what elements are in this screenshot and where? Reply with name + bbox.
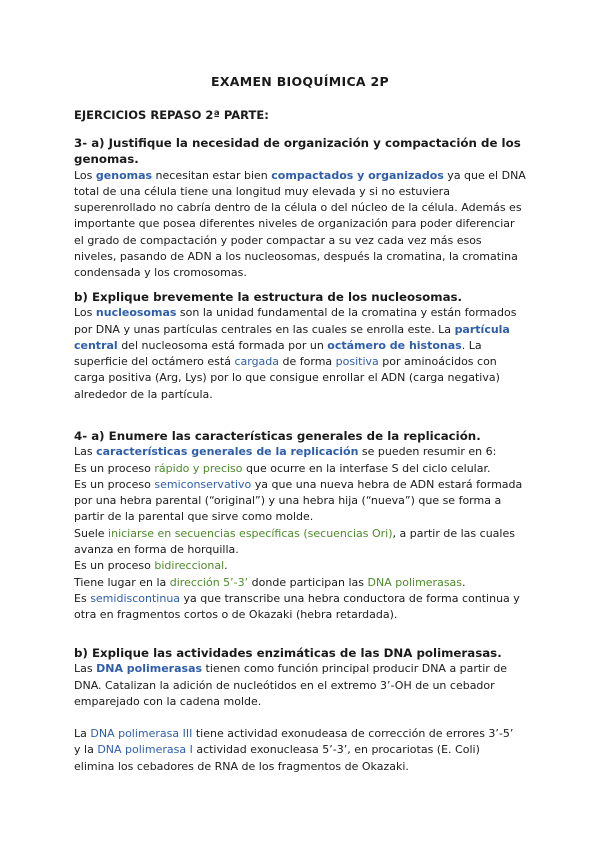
keyword-dna-polimerasas: DNA polimerasas [367,575,463,589]
question-4a-heading: 4- a) Enumere las características generales de la replicación. [74,429,481,443]
keyword-semiconservativo: semiconservativo [154,477,252,491]
answer-4b-line: emparejado con la cadena molde. [74,694,262,708]
answer-4a-line: Es un proceso semiconservativo ya que una nueva hebra de ADN estará formada [74,477,523,491]
answer-3a-line: niveles, pasando de ADN a los nucleosomas, después la cromatina, la cromatina [74,250,518,264]
keyword-octamero: octámero de histonas [327,338,462,352]
answer-4a-line: otra en fragmentos cortos o de Okazaki (hebra retardada). [74,608,398,622]
answer-4a-line: partir de la parental que sirve como molde. [74,510,314,524]
answer-3a-line: superenrollado no cabría dentro de la célula o del núcleo de la célula. Además es [74,201,522,215]
answer-4a-line: Es un proceso rápido y preciso que ocurre en la interfase S del ciclo celular. [74,461,491,475]
answer-4b-line: La DNA polimerasa III tiene actividad exonudeasa de corrección de errores 3’-5’ [74,727,514,741]
keyword-rapido-preciso: rápido y preciso [154,461,243,475]
question-3a-heading: 3- a) Justifique la necesidad de organización y compactación de los genomas. [74,136,521,167]
keyword-dna-polimerasas-b: DNA polimerasas [96,662,203,676]
keyword-nucleosomas: nucleosomas [95,306,177,320]
keyword-dna-pol-iii: DNA polimerasa III [90,727,193,741]
keyword-direccion: dirección 5’-3’ [169,575,249,589]
answer-3b-line: Los nucleosomas son la unidad fundamental de la cromatina y están formados [74,306,517,320]
answer-3a-line: total de una célula tiene una longitud muy elevada y si no estuviera [74,184,450,198]
section-3a [74,135,534,282]
section-3b [74,289,534,403]
keyword-central: central [74,338,118,352]
keyword-semidiscontinua: semidiscontinua [90,591,181,605]
answer-3b-line: alrededor de la partícula. [74,387,213,401]
exam-title: EXAMEN BIOQUÍMICA 2P [210,74,390,89]
keyword-positiva: positiva [335,355,379,369]
answer-4a-line: avanza en forma de horquilla. [74,543,239,557]
answer-3b-line: carga positiva (Arg, Lys) por lo que consigue enrollar el ADN (carga negativa) [74,371,500,385]
question-3b-heading: b) Explique brevemente la estructura de los nucleosomas. [74,290,463,304]
answer-3b-line: por DNA y unas partículas centrales en las cuales se enrolla este. La partícula [74,322,510,336]
answer-4b-line: y la DNA polimerasa I actividad exonucleasa 5’-3’, en procariotas (E. Coli) [74,743,480,757]
keyword-cargada: cargada [234,355,280,369]
answer-4a-line: Es semidiscontinua ya que transcribe una hebra conductora de forma continua y [74,591,520,605]
answer-3a-line: condensada y los cromosomas. [74,266,247,280]
answer-3a-line: Los genomas necesitan estar bien compactados y organizados ya que el DNA [74,168,526,182]
keyword-dna-pol-i: DNA polimerasa I [97,743,193,757]
keyword-caracteristicas: características generales de la replicación [96,445,359,459]
keyword-particula: partícula [454,322,510,336]
exercises-subtitle: EJERCICIOS REPASO 2ª PARTE: [74,108,269,122]
keyword-secuencias-ori: iniciarse en secuencias específicas (secuencias Ori) [108,526,393,540]
answer-3a-line: el grado de compactación y poder compactar a su vez cada vez más esos [74,233,482,247]
answer-4b-line: elimina los cebadores de RNA de los fragmentos de Okazaki. [74,759,409,773]
answer-3b-line: superficie del octámero está cargada de forma positiva por aminoácidos con [74,355,497,369]
keyword-bidireccional: bidireccional [154,559,225,573]
answer-3b-line: central del nucleosoma está formada por un octámero de histonas. La [74,338,482,352]
answer-4a-line: Las características generales de la replicación se pueden resumir en 6: [74,445,497,459]
answer-3a-line: importante que posea diferentes niveles de organización para poder diferenciar [74,217,515,231]
answer-4a-line: por una hebra parental (“original”) y una hebra hija (“nueva”) que se forma a [74,494,502,508]
keyword-compactados: compactados y organizados [271,168,444,182]
section-4a [74,428,534,624]
question-4b-heading: b) Explique las actividades enzimáticas de las DNA polimerasas. [74,646,502,660]
answer-4a-line: Es un proceso bidireccional. [74,559,228,573]
answer-4a-line: Tiene lugar en la dirección 5’-3’ donde participan las DNA polimerasas. [74,575,466,589]
keyword-genomas: genomas [95,168,153,182]
answer-4b-line: Las DNA polimerasas tienen como función principal producir DNA a partir de [74,662,508,676]
paragraph-spacer [74,710,534,726]
answer-4a-line: Suele iniciarse en secuencias específicas (secuencias Ori), a partir de las cuales [74,526,515,540]
section-4b [74,645,534,775]
answer-4b-line: DNA. Catalizan la adición de nucleótidos en el extremo 3’-OH de un cebador [74,678,495,692]
